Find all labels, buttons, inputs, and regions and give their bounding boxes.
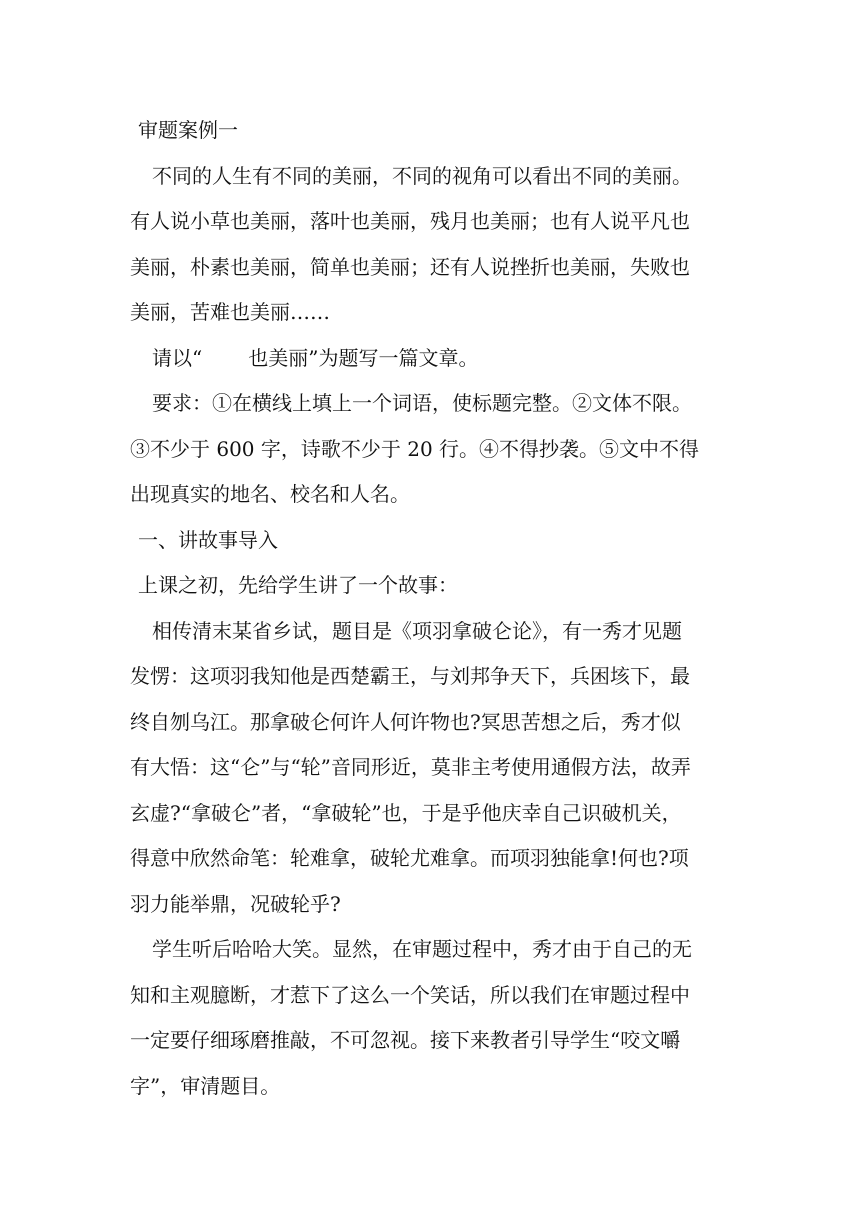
text-line: 学生听后哈哈大笑。显然，在审题过程中，秀才由于自己的无 xyxy=(152,937,692,961)
text-line: 不同的人生有不同的美丽，不同的视角可以看出不同的美丽。 xyxy=(152,163,692,188)
text-line: 羽力能举鼎，况破轮乎? xyxy=(130,891,341,916)
case-title: 审题案例一 xyxy=(138,118,238,142)
section-title: 一、讲故事导入 xyxy=(138,527,278,552)
prompt-suffix: 也美丽”为题写一篇文章。 xyxy=(248,345,479,370)
text-line: 一定要仔细琢磨推敲，不可忽视。接下来教者引导学生“咬文嚼 xyxy=(130,1028,681,1052)
text-line: 得意中欣然命笔：轮难拿，破轮尤难拿。而项羽独能拿!何也?项 xyxy=(130,846,689,870)
text-line: 玄虚?“拿破仑”者，“拿破轮”也，于是乎他庆幸自己识破机关， xyxy=(130,800,682,825)
text-line: 发愣：这项羽我知他是西楚霸王，与刘邦争天下，兵困垓下，最 xyxy=(130,664,690,688)
text-line: 终自刎乌江。那拿破仑何许人何许物也?冥思苦想之后，秀才似 xyxy=(130,709,681,734)
story-paragraph xyxy=(130,609,738,928)
text-line: 美丽，苦难也美丽…… xyxy=(130,300,330,324)
text-line: 知和主观臆断，才惹下了这么一个笑话，所以我们在审题过程中 xyxy=(130,982,690,1007)
conclusion-paragraph xyxy=(130,927,738,1109)
prompt-paragraph xyxy=(130,336,738,382)
prompt-prefix: 请以“ xyxy=(152,345,203,370)
text-line: 出现真实的地名、校名和人名。 xyxy=(130,482,410,506)
text-line: ③不少于 600 字，诗歌不少于 20 行。④不得抄袭。⑤文中不得 xyxy=(130,436,700,461)
text-line: 美丽，朴素也美丽，简单也美丽；还有人说挫折也美丽，失败也 xyxy=(130,254,690,279)
intro-paragraph xyxy=(130,154,738,336)
text-line: 字”，审清题目。 xyxy=(130,1073,281,1098)
text-line: 相传清末某省乡试，题目是《项羽拿破仑论》，有一秀才见题 xyxy=(152,618,682,643)
text-line: 有大悟：这“仑”与“轮”音同形近，莫非主考使用通假方法，故弄 xyxy=(130,755,691,779)
text-line: 有人说小草也美丽，落叶也美丽，残月也美丽；也有人说平凡也 xyxy=(130,209,690,233)
text-line: 要求：①在横线上填上一个词语，使标题完整。②文体不限。 xyxy=(152,391,692,415)
lead-in-text: 上课之初，先给学生讲了一个故事： xyxy=(138,573,458,597)
requirements-paragraph xyxy=(130,381,738,518)
